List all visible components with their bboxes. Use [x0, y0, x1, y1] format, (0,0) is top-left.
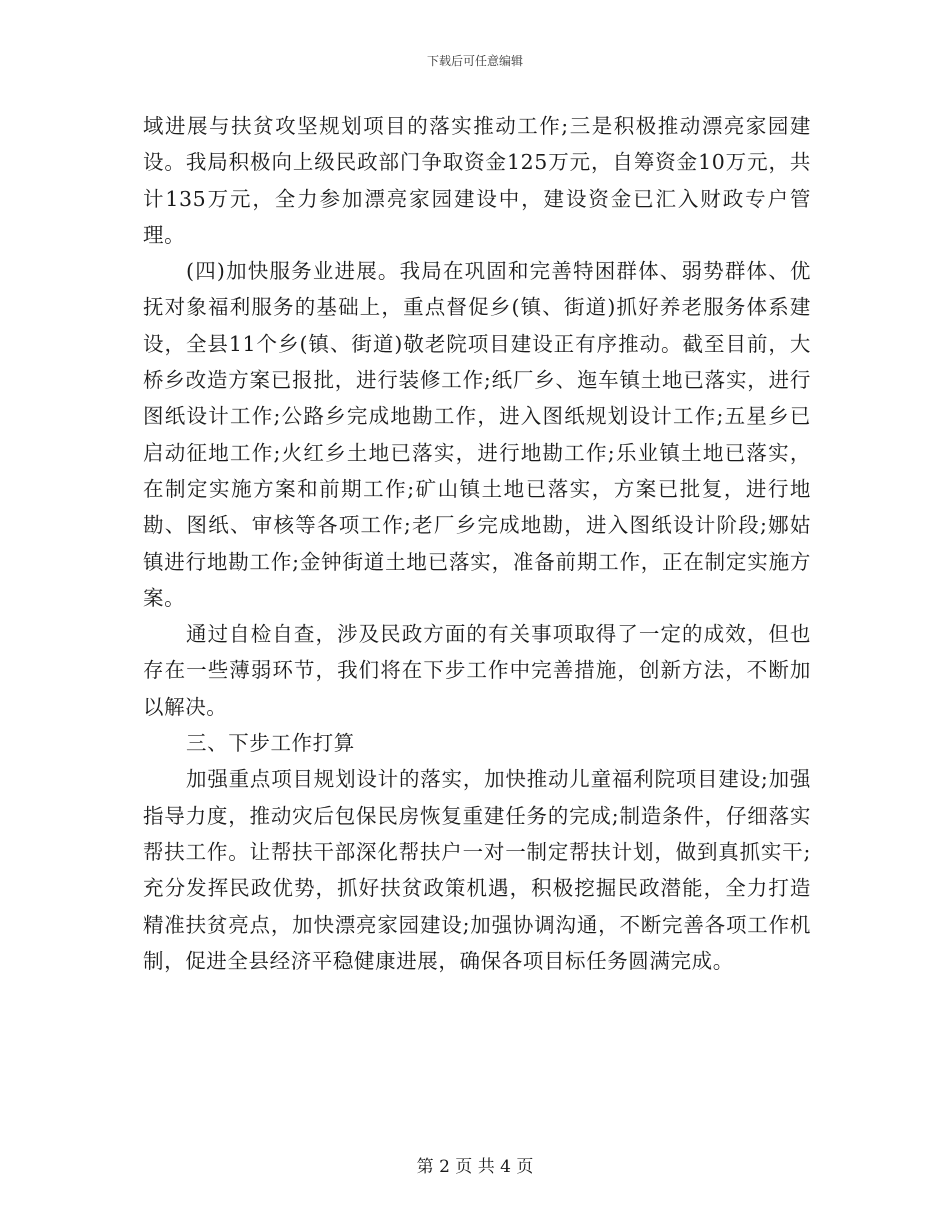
paragraph-3: 通过自检自查，涉及民政方面的有关事项取得了一定的成效，但也存在一些薄弱环节，我们将在下步工作中完善措施，创新方法，不断加以解决。 — [143, 622, 811, 719]
paragraph-4: 加强重点项目规划设计的落实，加快推动儿童福利院项目建设;加强指导力度，推动灾后包保民房恢复重建任务的完成;制造条件，仔细落实帮扶工作。让帮扶干部深化帮扶户一对一制定帮扶计划，做到真抓实干;充分发挥民政优势，抓好扶贫政策机遇，积极挖掘民政潜能，全力打造精准扶贫亮点，加快漂亮家园建设;加强协调沟通，不断完善各项工作机制，促进全县经济平稳健康进展，确保各项目标任务圆满完成。 — [143, 767, 811, 973]
document-body — [143, 108, 811, 979]
paragraph-1: 域进展与扶贫攻坚规划项目的落实推动工作;三是积极推动漂亮家园建设。我局积极向上级民政部门争取资金125万元，自筹资金10万元，共计135万元，全力参加漂亮家园建设中，建设资金已汇入财政专户管理。 — [143, 114, 811, 247]
page-number: 第 2 页 共 4 页 — [416, 1157, 534, 1177]
section-heading: 三、下步工作打算 — [186, 731, 355, 756]
page-header: 下载后可任意编辑 — [426, 54, 523, 68]
paragraph-2: (四)加快服务业进展。我局在巩固和完善特困群体、弱势群体、优抚对象福利服务的基础上，重点督促乡(镇、街道)抓好养老服务体系建设，全县11个乡(镇、街道)敬老院项目建设正有序推动。截至目前，大桥乡改造方案已报批，进行装修工作;纸厂乡、迤车镇土地已落实，进行图纸设计工作;公路乡完成地勘工作，进入图纸规划设计工作;五星乡已启动征地工作;火红乡土地已落实，进行地勘工作;乐业镇土地已落实，在制定实施方案和前期工作;矿山镇土地已落实，方案已批复，进行地勘、图纸、审核等各项工作;老厂乡完成地勘，进入图纸设计阶段;娜姑镇进行地勘工作;金钟街道土地已落实，准备前期工作，正在制定实施方案。 — [143, 259, 811, 610]
